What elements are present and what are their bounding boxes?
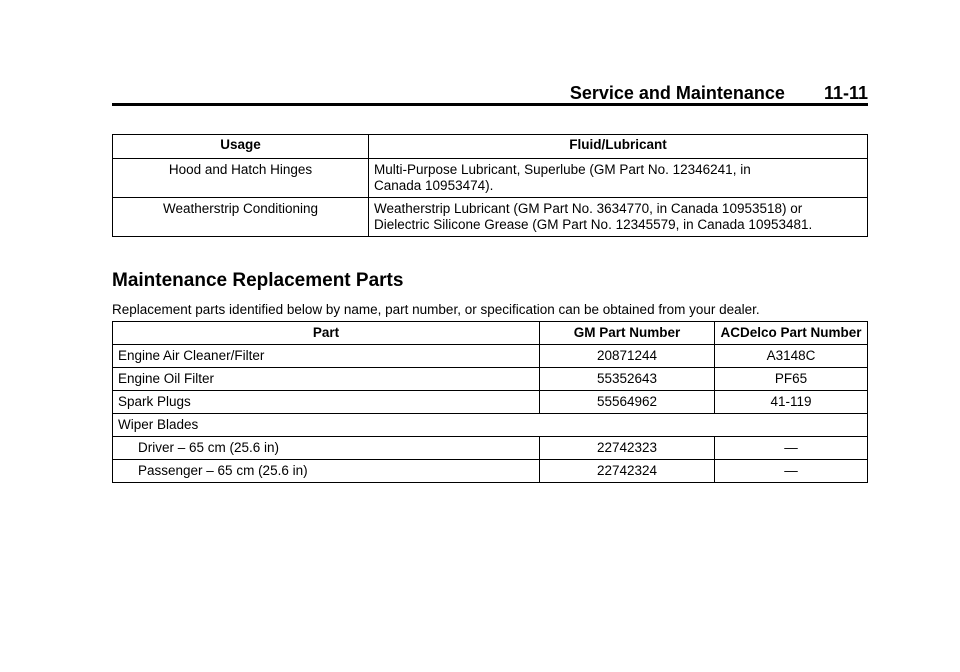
column-header-fluid: Fluid/Lubricant xyxy=(369,135,868,159)
column-header-usage: Usage xyxy=(113,135,369,159)
gm-part-number-cell: 20871244 xyxy=(540,345,715,368)
table-row xyxy=(113,437,868,460)
column-header-gm-part-number: GM Part Number xyxy=(540,322,715,345)
table-row xyxy=(113,391,868,414)
fluid-line: Canada 10953474). xyxy=(374,178,494,193)
acdelco-part-number-cell: — xyxy=(715,460,868,483)
parts-table xyxy=(112,321,868,483)
part-cell: Engine Oil Filter xyxy=(113,368,540,391)
table-row xyxy=(113,159,868,198)
fluid-cell xyxy=(369,159,868,198)
part-cell: Passenger – 65 cm (25.6 in) xyxy=(113,460,540,483)
acdelco-part-number-cell: PF65 xyxy=(715,368,868,391)
header-rule xyxy=(112,103,868,106)
acdelco-part-number-cell: A3148C xyxy=(715,345,868,368)
part-cell: Spark Plugs xyxy=(113,391,540,414)
intro-paragraph: Replacement parts identified below by name, part number, or specification can be obtained from your dealer. xyxy=(112,302,760,317)
table-header-row xyxy=(113,322,868,345)
page-header xyxy=(112,83,868,104)
usage-cell: Hood and Hatch Hinges xyxy=(113,159,369,198)
gm-part-number-cell: 55564962 xyxy=(540,391,715,414)
table-header-row xyxy=(113,135,868,159)
gm-part-number-cell: 55352643 xyxy=(540,368,715,391)
fluids-table xyxy=(112,134,868,237)
gm-part-number-cell: 22742323 xyxy=(540,437,715,460)
fluid-line: Weatherstrip Lubricant (GM Part No. 3634770, in Canada 10953518) or xyxy=(374,201,803,216)
header-section-title: Service and Maintenance xyxy=(569,83,785,103)
usage-cell: Weatherstrip Conditioning xyxy=(113,198,369,237)
fluid-line: Multi-Purpose Lubricant, Superlube (GM Part No. 12346241, in xyxy=(374,162,751,177)
table-row xyxy=(113,368,868,391)
table-row xyxy=(113,460,868,483)
acdelco-part-number-cell: — xyxy=(715,437,868,460)
part-cell: Driver – 65 cm (25.6 in) xyxy=(113,437,540,460)
fluid-cell xyxy=(369,198,868,237)
acdelco-part-number-cell: 41-119 xyxy=(715,391,868,414)
column-header-acdelco-part-number: ACDelco Part Number xyxy=(715,322,868,345)
table-row xyxy=(113,345,868,368)
table-row xyxy=(113,198,868,237)
page-number: 11-11 xyxy=(823,83,868,103)
part-group-cell: Wiper Blades xyxy=(113,414,868,437)
gm-part-number-cell: 22742324 xyxy=(540,460,715,483)
section-title: Maintenance Replacement Parts xyxy=(112,270,404,291)
column-header-part: Part xyxy=(113,322,540,345)
part-cell: Engine Air Cleaner/Filter xyxy=(113,345,540,368)
table-row xyxy=(113,414,868,437)
fluid-line: Dielectric Silicone Grease (GM Part No. 12345579, in Canada 10953481. xyxy=(374,217,813,232)
